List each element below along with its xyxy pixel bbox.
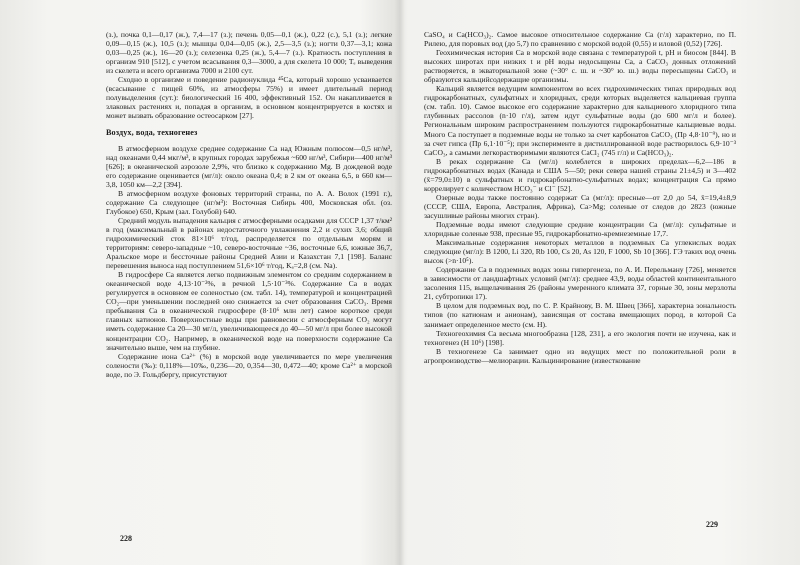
section-heading: Воздух, вода, техногенез — [106, 128, 198, 138]
right-paragraph-8: Содержание Ca в подземных водах зоны гипергенеза, по А. И. Перельману [726], меняется в зависимости от ландшафтных условий (мг/л): среднее 43,9, воды областей континентального засоления 115, выщелачивания 26 (районы умеренного климата 37, горные 30, зоны мерзлоты 21, субтропики 17). — [424, 265, 736, 302]
right-paragraph-10: Техногеохимия Ca весьма многообразна [128, 231], а его экология почти не изучена, как и техногенез (Н 10⁶) [198]. — [424, 328, 736, 347]
right-paragraph-5: Озерные воды также постоянно содержат Ca (мг/л): пресные—от 2,0 до 54, x̄=19,4±8,9 (СССР, США, Европа, Австралия, Африка), Ca>Mg; соленые от следов до 2823 (южные засушливые районы многих стран). — [424, 192, 736, 220]
left-paragraph-6: В гидросфере Ca является легко подвижным элементом со средним содержанием в океанической воде 4,13·10⁻²%, в речной 1,5·10⁻³%. Содержание Ca в водах регулируется в основном ее соленостью (см. табл. 14), температурой и концентрацией CO₂—при уменьшении последней оно снижается за счет образования CaCO₃. Время пребывания Ca в океанической гидросфере (8·10⁶ млн лет) самое короткое среди главных катионов. Поверхностные воды при равновесии с атмосферным CO₂ могут иметь содержание Ca 20—30 мг/л, увеличивающееся до 40—50 мг/л при более высокой концентрации CO₂. Например, в океанической воде на поверхности содержание Ca значительно выше, чем на глубине. — [106, 270, 392, 352]
right-page — [424, 30, 736, 540]
left-page-number: 228 — [120, 534, 132, 543]
right-paragraph-9: В целом для подземных вод, по С. Р. Крайнову, В. М. Швец [366], характерна зональность типов (по катионам и анионам), зависящая от состава вмещающих пород, в которой Ca занимает определенное место (см. Н). — [424, 301, 736, 329]
left-paragraph-2: Сходно в организме и поведение радионуклида ⁴⁵Ca, который хорошо усваивается (всасывание с пищей 60%, из атмосферы 75%) и имеет длительный период полувыделения (сут.): биологический 16 400, эффективный 152. Он накапливается в злаковых растениях и, попадая в организм, в основном концентрируется в костях и может вызвать образование остеосарком [27]. — [106, 75, 392, 121]
left-page — [106, 30, 392, 540]
right-paragraph-6: Подземные воды имеют следующие средние концентрации Ca (мг/л): сульфатные и хлоридные соленые 938, пресные 95, гидрокарбонатно-кремнеземные 17,7. — [424, 219, 736, 239]
right-paragraph-1: CaSO₄ и Ca(HCO₃)₂. Самое высокое относительное содержание Ca (г/л) характерно, по П. Рилею, для поровых вод (до 5,7) по сравнению с морской водой (0,55) и иловой (0,52) [726]. — [424, 30, 736, 49]
right-paragraph-3: Кальций является ведущим компонентом во всех гидрохимических типах природных вод гидрокарбонатных, сульфатных и хлоридных, среди которых выделяется кальциевая группа (см. табл. 10). Самое высокое его содержание характерно для кальциевого хлоридного типа глубинных рассолов (n·10 г/л), затем идут сульфатные воды (до 600 мг/л и более). Региональным широким распространением пользуются гидрокарбонатные кальциевые воды. Много Ca поступает в подземные воды не только за счет карбонатов CaCO₃ (Пр 4,8·10⁻⁹), но и за счет гипса (Пр 6,1·10⁻⁵); при эксперименте в дистиллированной воде растворилось 6,9·10⁻³ CaCO₃, а самыми легкорастворимыми являются CaCl₂ (745 г/л) и Ca(HCO₃)₂. — [424, 84, 736, 157]
right-paragraph-7: Максимальные содержания некоторых металлов в подземных Ca углекислых водах следующие (мг/л): B 1200, Li 320, Rb 100, Cs 20, As 120, F 1000, Sb 10 [366]. ГЭ таких вод очень высок (>n·10⁵). — [424, 238, 736, 266]
right-paragraph-11: В техногенезе Ca занимает одно из ведущих мест по положительной роли в агропроизводстве—мелиорации. Кальцинирование (известкование — [424, 346, 736, 365]
left-paragraph-3: В атмосферном воздухе среднее содержание Ca над Южным полюсом—0,5 нг/м³, над океанами 0,44 мкг/м³, в крупных городах зарубежья ~600 нг/м³, Сибири—400 нг/м³ [626]; в океанической аэрозоле 2,9%, что близко к содержанию Mg. В дождевой воде его содержание оценивается (мг/л): около океана 0,4; в 2 км от океана 6,5, в 660 км—3,8, 1050 км—2,2 [394]. — [106, 143, 392, 189]
left-paragraph-5: Средний модуль выпадения кальция с атмосферными осадками для СССР 1,37 т/км² в год (максимальный в районах недостаточного увлажнения 2,2 и сухих 3,6; общий гидрохимический сток 81×10⁶ т/год, распределяется по отдельным морям и территориям: северо-западные ~10, северо-восточные ~36, восточные 6,6, южные 36,7, Аральское море и бессточные районы Средней Азии и Казахстан 7,1 [198]. Баланс перевешения выноса над поступлением 51,6×10⁶ т/год, Kₐ=2,8 (см. Na). — [106, 215, 392, 271]
left-paragraph-4: В атмосферном воздухе фоновых территорий страны, по А. А. Волох (1991 г.), содержание Ca следующее (нг/м³): Восточная Сибирь 400, Московская обл. (оз. Глубокое) 650, Крым (зал. Голубой) 640. — [106, 188, 392, 216]
left-paragraph-7: Содержание иона Ca²⁺ (%) в морской воде увеличивается по мере увеличения солености (‰): 0,118%—10‰, 0,236—20, 0,354—30, 0,472—40; кроме Ca²⁺ в морской воде, по Э. Гольдбергу, присутствуют — [106, 351, 392, 379]
right-paragraph-4: В реках содержание Ca (мг/л) колеблется в широких пределах—6,2—186 в гидрокарбонатных водах (Канада и США 5—50; реки севера нашей страны 21±4,5) и 3—402 (x̄=79,0±10) в сульфатных и гидрокарбонатно-сульфатных водах; концентрация Ca прямо коррелирует с количеством HCO₃⁻ и Cl⁻ [52]. — [424, 156, 736, 193]
left-paragraph-1: (з.), почка 0,1—0,17 (ж.), 7,4—17 (з.); печень 0,05—0,1 (ж.), 0,22 (с.), 5,1 (з.); легкие 0,09—0,15 (ж.), 10,5 (з.); мышцы 0,04—0,05 (ж.), 2,5—3,5 (з.); ногти 0,37—3,1; кожа 0,03—0,25 (ж.), 16—20 (з.); селезенка 0,25 (ж.), 5,4—7 (з.). Кратность поступления в организм 910 [512], с учетом всасывания 0,3—3000, а для скелета 10 000; Tₑ выведения из скелета и всего организма 7000 и 2100 сут. — [106, 30, 392, 76]
right-page-number: 229 — [706, 520, 718, 529]
book-gutter — [395, 0, 405, 565]
right-paragraph-2: Геохимическая история Ca в морской воде связана с температурой t, pH и биосом [844]. В высоких широтах при низких t и pH воды недосыщены Ca, а CaCO₃ донных отложений растворяется, в экваториальной зоне (~30° с. ш. и ~30° ю. ш.) воды пересыщены CaCO₃ и образуются кальцийсодержащие организмы. — [424, 48, 736, 85]
